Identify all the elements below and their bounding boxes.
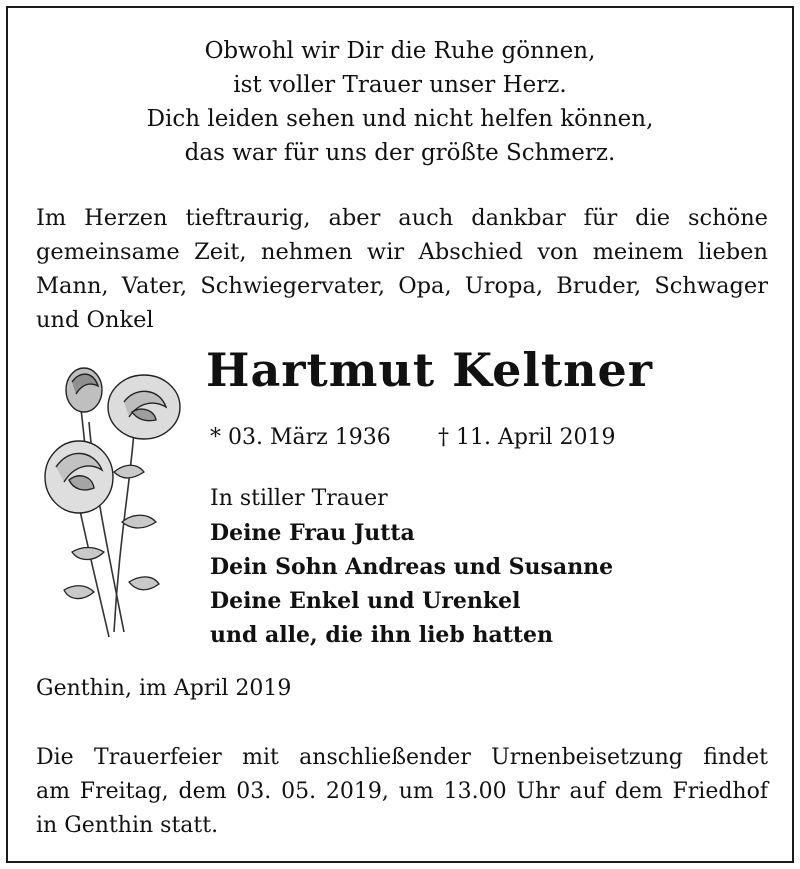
poem [0, 34, 800, 170]
poem-line: ist voller Trauer unser Herz. [233, 72, 567, 98]
service-info [36, 741, 768, 843]
mourners-block [210, 482, 613, 652]
service-line: in Genthin statt. [36, 813, 219, 838]
roses-illustration [34, 362, 194, 642]
service-line: am Freitag, dem 03. 05. 2019, um 13.00 Uhr auf dem Friedhof [36, 779, 768, 804]
deceased-name: Hartmut Keltner [206, 343, 654, 397]
death-date: † 11. April 2019 [438, 425, 616, 450]
mourner-line: Deine Enkel und Urenkel [210, 588, 521, 614]
poem-line: das war für uns der größte Schmerz. [184, 140, 616, 166]
intro-line: und Onkel [36, 307, 154, 333]
intro-line: gemeinsame Zeit, nehmen wir Abschied von meinem lieben [36, 239, 768, 265]
mourner-line: Dein Sohn Andreas und Susanne [210, 554, 614, 580]
service-line: Die Trauerfeier mit anschließender Urnenbeisetzung findet [36, 745, 768, 770]
intro-line: Im Herzen tieftraurig, aber auch dankbar für die schöne [36, 205, 768, 231]
intro-text [36, 201, 768, 337]
mourner-line: Deine Frau Jutta [210, 520, 415, 546]
intro-line: Mann, Vater, Schwiegervater, Opa, Uropa, Bruder, Schwager [36, 273, 768, 299]
poem-line: Dich leiden sehen und nicht helfen können, [146, 106, 654, 132]
place-and-date: Genthin, im April 2019 [36, 676, 292, 701]
mourner-line: und alle, die ihn lieb hatten [210, 622, 554, 648]
poem-line: Obwohl wir Dir die Ruhe gönnen, [204, 38, 596, 64]
mourners-intro: In stiller Trauer [210, 486, 388, 511]
birth-date: * 03. März 1936 [210, 425, 391, 450]
